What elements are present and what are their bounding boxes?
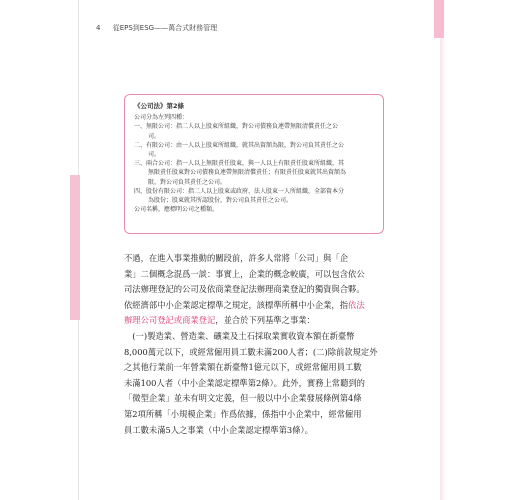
paragraph-1 <box>124 251 386 329</box>
body-text <box>124 251 386 438</box>
law-box-line: 公司名稱，應標明公司之種類。 <box>134 206 219 214</box>
text-line: 未滿100人者（中小企業認定標準第2條）。此外，實務上常聽到的 <box>124 377 365 388</box>
text-run: 司法辦理登記的公司及依商業登記法辦理商業登記的獨資與合夥。 <box>124 284 365 295</box>
law-box-lines <box>134 113 376 214</box>
highlighted-text: 辦理公司登記或商業登記 <box>124 315 216 326</box>
running-title: 從EPS到ESG——萬合式財務管理 <box>112 24 218 32</box>
text-line <box>124 298 386 314</box>
text-run: 依經濟部中小企業認定標準之規定，該標準所稱中小企業，指 <box>124 299 349 310</box>
text-run: ，並合於下列基準之事業： <box>215 315 315 326</box>
text-line: 「微型企業」並未有明文定義，但一般以中小企業發展條例第4條 <box>124 393 362 404</box>
running-header <box>96 23 217 33</box>
text-line: 8,000萬元以下，或經常僱用員工數未滿200人者；(二)除前款規定外 <box>124 346 378 357</box>
law-box-line: 公司分為左列四種： <box>134 114 189 122</box>
law-box-line: 限，對公司負其責任之公司。 <box>148 178 227 186</box>
page-number: 4 <box>96 24 101 32</box>
text-line: 第2項所稱「小規模企業」作爲依據，係指中小企業中，經常僱用 <box>124 408 362 419</box>
text-line <box>124 313 386 329</box>
law-box-line: 無限責任股東對公司債務負連帶無限清償責任；有限責任股東就其出資額為 <box>148 169 347 177</box>
law-quote-box <box>124 94 384 234</box>
law-box-line: 司。 <box>148 132 161 140</box>
paragraph-2 <box>124 329 386 438</box>
text-run: 不過，在進入事業推動的關段前，許多人常將「公司」與「企 <box>124 253 349 263</box>
page-edge-shadow <box>440 38 446 500</box>
law-box-line: 一、無限公司：指二人以上股東所組織，對公司債務負連帶無限清償責任之公 <box>134 123 339 131</box>
law-box-line: 司。 <box>148 151 161 159</box>
text-line <box>124 282 386 298</box>
law-box-title: 《公司法》第2條 <box>134 102 185 110</box>
law-box-line: 三、兩合公司：指一人以上無限責任股東，與一人以上有限責任股東所組織，其 <box>134 160 345 168</box>
corner-color-strip <box>434 0 444 38</box>
text-line <box>124 251 386 267</box>
highlighted-text: 依法 <box>348 299 365 310</box>
text-run: 業」二個概念混爲一談：事實上，企業的概念較廣，可以包含依公 <box>124 268 365 279</box>
law-box-line: 四、股份有限公司：指二人以上股東或政府、法人股東一人所組織，全部資本分 <box>134 187 345 195</box>
text-line <box>124 267 386 283</box>
text-line: 員工數未滿5人之事業（中小企業認定標準第3條）。 <box>124 424 313 435</box>
law-box-line: 二、有限公司：由一人以上股東所組織，就其出資額為限，對公司負其責任之公 <box>134 141 345 149</box>
law-box-line: 為股份；股東就其所認股份，對公司負其責任之公司。 <box>148 197 293 205</box>
side-color-band <box>70 175 80 320</box>
text-line: (一)製造業、營造業、礦業及土石採取業實收資本額在新臺幣 <box>124 330 355 341</box>
text-line: 之其他行業前一年營業額在新臺幣1億元以下，或經常僱用員工數 <box>124 362 362 373</box>
